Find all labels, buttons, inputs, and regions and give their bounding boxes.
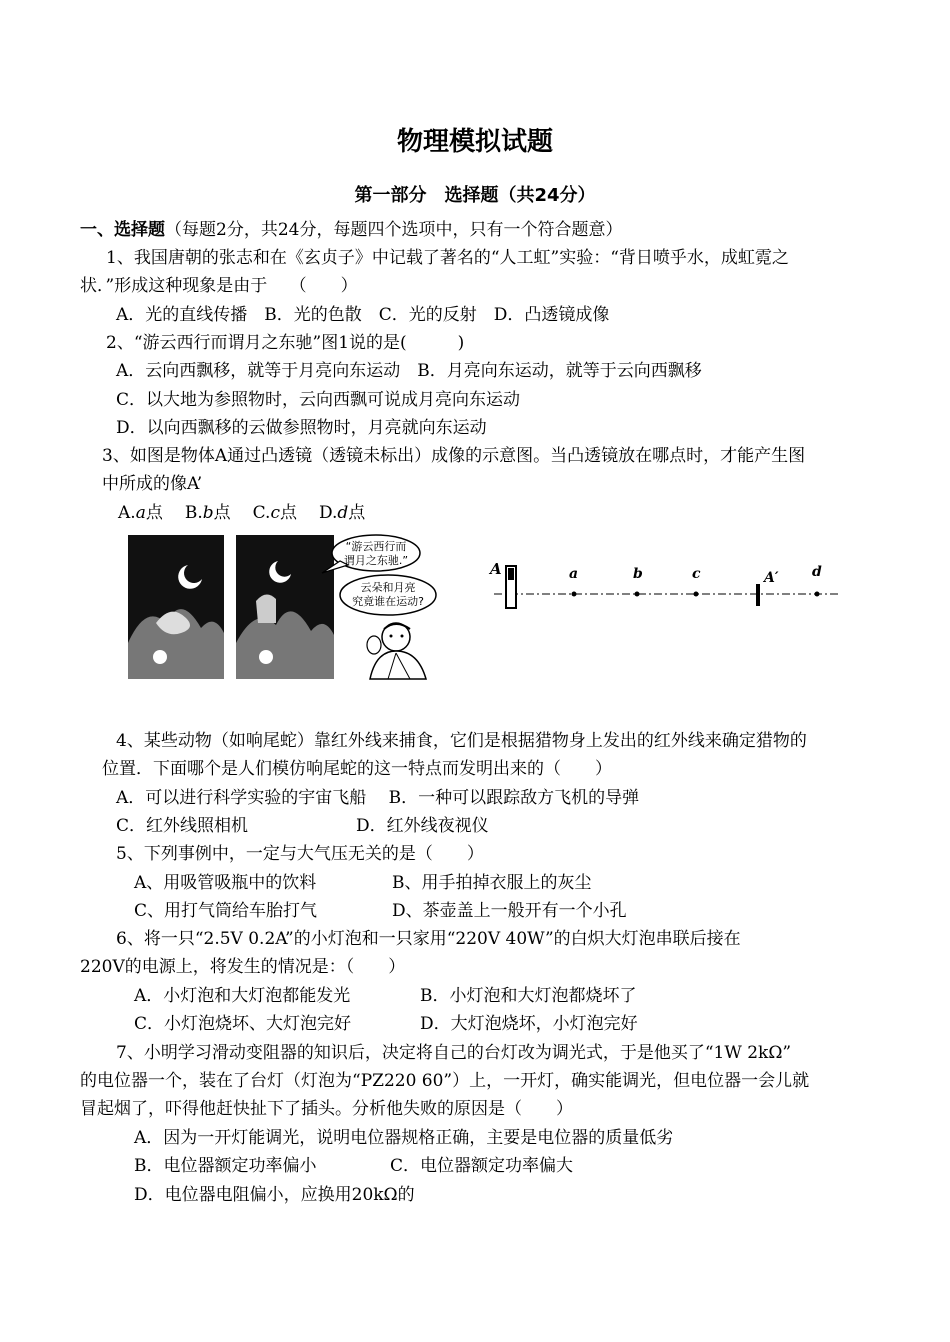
- figure-lens-diagram: [484, 556, 844, 616]
- q1-line2: 状．”形成这种现象是由于 （ ）: [80, 276, 358, 296]
- q4-options-ab: A．可以进行科学实验的宇宙飞船 B．一种可以跟踪敌方飞机的导弹: [116, 788, 640, 808]
- q3-line2: 中所成的像A’: [102, 474, 203, 494]
- q5-option-b: B、用手拍掉衣服上的灰尘: [392, 873, 592, 893]
- section-heading-note: （每题2分，共24分，每题四个选项中，只有一个符合题意）: [165, 220, 623, 240]
- section-heading-label: 一、选择题: [80, 220, 165, 240]
- q7-option-d: D．电位器电阻偏小，应换用20kΩ的: [134, 1185, 415, 1205]
- label-b: b: [633, 566, 643, 582]
- q6-line1: 6、将一只“2.5V 0.2A”的小灯泡和一只家用“220V 40W”的白炽大灯泡串联后接在: [116, 929, 741, 949]
- q7-option-c: C．电位器额定功率偏大: [390, 1156, 574, 1176]
- figure-cloud-moon-cartoon: [126, 533, 444, 681]
- label-c: c: [692, 566, 701, 582]
- q6-option-a: A．小灯泡和大灯泡都能发光: [134, 986, 351, 1006]
- q3-line1: 3、如图是物体A通过凸透镜（透镜未标出）成像的示意图。当凸透镜放在哪点时，才能产生图: [102, 446, 806, 466]
- q3-option-b: B.b点: [184, 503, 231, 523]
- point-a: [572, 592, 577, 597]
- object-A-top: [508, 568, 514, 580]
- q7-line3: 冒起烟了，吓得他赶快扯下了插头。分析他失败的原因是（ ）: [80, 1099, 573, 1119]
- q6-option-d: D．大灯泡烧坏，小灯泡完好: [420, 1014, 638, 1034]
- section-heading: [80, 218, 622, 242]
- label-d: d: [812, 564, 822, 580]
- q2-option-c: C．以大地为参照物时，云向西飘可说成月亮向东运动: [116, 390, 521, 410]
- label-a: a: [569, 566, 579, 582]
- image-A-prime: [756, 584, 760, 606]
- label-A: A: [490, 560, 502, 578]
- q3-options: [118, 501, 387, 525]
- q7-line2: 的电位器一个，装在了台灯（灯泡为“PZ220 60”）上，一开灯，确实能调光，但电位器一会儿就: [80, 1071, 810, 1091]
- point-d: [815, 592, 820, 597]
- q7-option-b: B．电位器额定功率偏小: [134, 1156, 317, 1176]
- q4-line2: 位置．下面哪个是人们模仿响尾蛇的这一特点而发明出来的（ ）: [102, 759, 612, 779]
- q4-option-d: D．红外线夜视仪: [356, 816, 489, 836]
- scholar-figure: [367, 623, 426, 679]
- label-A-prime: A′: [764, 570, 779, 586]
- q3-option-a: A.a点: [118, 503, 163, 523]
- q5-option-d: D、茶壶盖上一般开有一个小孔: [392, 901, 627, 921]
- q7-option-a: A．因为一开灯能调光，说明电位器规格正确，主要是电位器的质量低劣: [134, 1128, 674, 1148]
- q1-options: A．光的直线传播 B．光的色散 C．光的反射 D．凸透镜成像: [116, 305, 610, 325]
- q7-line1: 7、小明学习滑动变阻器的知识后，决定将自己的台灯改为调光式，于是他买了“1W 2kΩ”: [116, 1043, 792, 1063]
- q3-option-c: C.c点: [252, 503, 297, 523]
- page-title: 物理模拟试题: [396, 127, 553, 157]
- q2-options-ab: [116, 359, 702, 383]
- q1-line1: 1、我国唐朝的张志和在《玄贞子》中记载了著名的“人工虹”实验：“背日喷乎水，成虹霓之: [106, 248, 789, 268]
- q5-stem: 5、下列事例中，一定与大气压无关的是（ ）: [116, 844, 484, 864]
- q6-option-c: C．小灯泡烧坏、大灯泡完好: [134, 1014, 352, 1034]
- q2-stem: 2、“游云西行而谓月之东驰”图1说的是( ): [106, 333, 465, 353]
- bubble2-text-line2: 究竟谁在运动?: [352, 595, 424, 608]
- q5-option-a: A、用吸管吸瓶中的饮料: [134, 873, 317, 893]
- figure-silhouette: [256, 594, 276, 623]
- q3-option-d: D.d点: [318, 503, 366, 523]
- point-b: [635, 592, 640, 597]
- q6-line2: 220V的电源上，将发生的情况是：（ ）: [80, 957, 406, 977]
- q4-option-c: C．红外线照相机: [116, 816, 249, 836]
- bubble2-text-line1: 云朵和月亮: [360, 581, 416, 594]
- point-c: [694, 592, 699, 597]
- bubble1-text-line1: “游云西行而: [345, 540, 407, 553]
- section-subtitle: 第一部分 选择题（共24分）: [354, 185, 596, 206]
- q2-option-d: D．以向西飘移的云做参照物时，月亮就向东运动: [116, 418, 487, 438]
- reflection-circle: [259, 650, 273, 664]
- q2-option-b: B．月亮向东运动，就等于云向西飘移: [417, 361, 702, 381]
- reflection-circle: [153, 650, 167, 664]
- bubble1-text-line2: 谓月之东驰.”: [343, 554, 409, 567]
- q2-option-a: A．云向西飘移，就等于月亮向东运动: [116, 361, 401, 381]
- q6-option-b: B．小灯泡和大灯泡都烧坏了: [420, 986, 637, 1006]
- q4-line1: 4、某些动物（如响尾蛇）靠红外线来捕食，它们是根据猎物身上发出的红外线来确定猎物的: [116, 731, 807, 751]
- q5-option-c: C、用打气筒给车胎打气: [134, 901, 318, 921]
